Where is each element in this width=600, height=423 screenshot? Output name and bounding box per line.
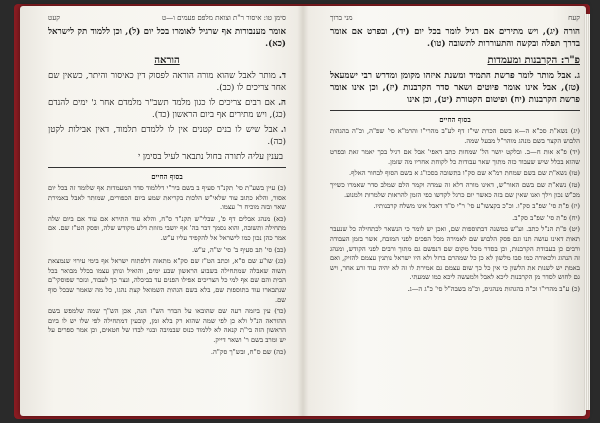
footnote: (יג) נשא"ת סכ"א ה—א בשם הכרת שי"ז דף לע"ב מהרי"ו והרמ"א סי' שפ"ה, וכ"ה בהגהות הלבוש הקצר בשם מנהג מוהר"ל מבעל שמה. xyxy=(330,127,580,145)
paragraph-text: בענין עליה לתורה בחול נתבאר לעיל בסימן י xyxy=(137,152,283,162)
right-page xyxy=(330,14,580,408)
paragraph xyxy=(48,70,286,94)
footnote: (יז) פ"ת סי' שפ"ב סק"ו. וכ"כ בקצשו"ע סי' ר"י ס"ד דאבל אינו משלח קרבנותיו. xyxy=(373,202,580,211)
paragraph xyxy=(48,124,286,148)
paragraph xyxy=(330,70,580,106)
running-header xyxy=(48,14,286,22)
paragraph-text: אם רבים צריכים לו כגון מלמד תשב"ר מלמדם אחר ג' ימים להנדם (כג), ויש מתירים אף ביום הראשון (כד). xyxy=(48,98,286,120)
footnote: (טו) נשא"ת שם בשם שמחת רמ"א שם סק"ו בתשובה בסכו"ג א בשם הסוף לבחור האלף. xyxy=(349,169,580,178)
divider xyxy=(48,167,286,168)
paragraph-text: אבל שיש לו בנים קטנים אין לו ללמדם תלמוד, דאין אבילות לקטן (כה). xyxy=(48,125,286,147)
notes-title: בסוף החיים xyxy=(439,115,471,124)
footnote: (כ) עיין בשע"ת סי' תקנ"ד סעיף ב בשם ביר"י דללמוד סדר המעמדות אף שלומד זה בכל יום אסור, והלא כתוב עוד שלאי"ש הלכות בקריאת שמע ביום הכפורים, שמותר לאבל באמירת שאר ובזה מוכיח ר' עצמו. xyxy=(48,184,286,212)
footnote: (יח) פ"ת סי' שפ"ב סק"ב. xyxy=(512,213,580,222)
paragraph xyxy=(48,97,286,121)
footnote: (כד) עין ביזמה רעה שם שהובאו על הבדר הש"ז הנה, אכן הש"ך שמה שלמפש בשם ההוראה הנ"ל ולא כן לפי שמה שהוא רק בלא זמן, קובעין דמתחילה לפי שלו יש לו ביום הראשון הזה בי"ת קנאה לא ללמוד כנוס שבמיבה ובגוי לבדו של חטאים, וכן אמר ספרים על יש ומרב בשם ר' ושאר דייק. xyxy=(48,307,286,344)
open-book xyxy=(20,6,586,416)
footnote: (כג) שו"ע שם ס"א, וכתב הט"ז שם סק"א מתאוה דלפתוח ישראל אף בימי עירוי שנמצאת תשוה שאבלה שמתחילה בשבוע הראשון שבע ימים, והואיל ונותן עצמו בכלל מבואר בכל הבית והם שם אף למי כל הצריכים אפילו הפנים עד בביכלה, ונצר כך לעבוד, ונזכר שפוסקי"ם שנתבארו עוד בתוספות שם, בלא בשם הגהות השמואל קצת נהגו, כל מה שאמר שבכל סוף שם. xyxy=(48,257,286,304)
page-number: קעט xyxy=(48,14,60,22)
paragraph-number: ה. xyxy=(278,98,286,108)
paragraph xyxy=(48,151,286,163)
footnote: (כה) שם ס"ח, ובש"ך סק"ה. xyxy=(210,347,286,356)
footnote: (טז) נשא"ת שם בשם האור"ש, דאינו מורה דלא זה עמדה וקמר הלם שמלב סדר שאמרו כשייך מכ"ש נכון וילך ואנו שאין שם בזה כאשר יום כרגל לקדשו כפי הזמן להראות שלמרות ולמנוע. xyxy=(330,180,580,199)
paragraph-number: ו. xyxy=(280,125,286,135)
paragraph-text: אבל מותר לומר פרשת התמיד ומשנת איזהו מקומן ומדרש רבי ישמעאל (טז), אבל אינו אומר פיוטים ושאר סדר הקרבנות (יז), וכן אינו אומר פרשת הקרבנות (יח) ופיטום הקטורת (יט), וכן אינו xyxy=(330,71,580,105)
left-page xyxy=(48,14,286,408)
paragraph-number: ג. xyxy=(574,71,580,81)
paragraph-text: מותר לאבל שהוא מורה הוראה לפסוק דין כאיסור והיתר, כשאין שם אחר צריכים לו (כב). xyxy=(48,71,286,93)
footnote: (יד) פ"א אות ח—ב. ובלקט יושר הל' שמחות כתב דאפי' אבל אם רגיל בכך יאמר זאת ובפרט שהוא בכלל שיש שעבוד כזה מתוך שאר עבודות כל לקוחת אחריו מה שזמן. xyxy=(330,148,580,166)
section-heading: הוראה xyxy=(154,55,180,66)
divider xyxy=(330,110,580,111)
page-number: קעח xyxy=(568,14,580,22)
section-heading: פ"ר: הקרבנות ומעמדות xyxy=(487,55,580,66)
header-title: מני ברוך xyxy=(330,14,353,22)
footnote: (כב) סי' תב סעיף ב' סי' ש"ה, ע"ש. xyxy=(191,245,286,254)
intro-text: הורה (יג), ויש מתירים אם רגיל לומר בכל יום (יד), ובפרט אם אומר בדרך תפלה ובקשה והתעוררות לתשובה (טו). xyxy=(330,27,580,49)
footnote: (יט) פ"ת הנ"ל כתב. וע"ש במשנה דבתוספות שם, ואכן יש לומר כי הנשאר לכתחילה כל שנעבר תאות דאינו עושה תנו וגם פסק הלבוש שם לאמירה מכל הפכים לפני המזבח, אשר בזמן העבודה ורבים כן בעבודת הקרבנות, וכן בסדר מכל מקום שם דנפשם גם מתוך ורבים לפני הקודש, ומנהג זה הנהוג ולכאורה כמו סבו מלשון לא כן כל שמהרם ברזל ולא היו ישראל נותנין עצמם להזיק, ואם באמת יש לשנות את הלשון כי אין כל כך שום עצמם גם אמירת לו זה לא יהיה עוד זרע אחר, ויש גם לחוש לסדר מן הקרבנות ליכא לאבל ולמעשה ליכא כמו שמעתי. xyxy=(330,225,580,282)
paragraph-number: ד. xyxy=(278,71,286,81)
page-edges xyxy=(584,14,590,410)
notes-title: בסוף החיים xyxy=(151,172,183,181)
intro-text: אומר מענבורות אף שרגיל לאומרו בכל יום (ל), וכן ללמוד תק לישראל (כא). xyxy=(48,27,286,49)
running-header xyxy=(330,14,580,22)
footnote: (כא) מנהג אבלים דף פ', שבלי"ש תקנ"ד ס"ח, והלא עוד התירא אם עוד אם ביום שלה מתחילה ותשובה, והוא נסמך דבר בה' אף יושבי מזוזת דלע מקודש שלה, ופסק הט"ז שם. אם אמר כהן נכון כמו לישראל אל להקפיד עליו ע"ש. xyxy=(48,214,286,242)
header-title: סימן טו: איסור ר"ת וצואת מלפם פעמים ו—ט xyxy=(161,14,286,22)
footnote: (כ) ע"ב מהרי"ו וכ"ה בהגהות מנהגים, וכ"מ בשבה"ל סי' כ"ג ה—ג. xyxy=(407,284,580,293)
